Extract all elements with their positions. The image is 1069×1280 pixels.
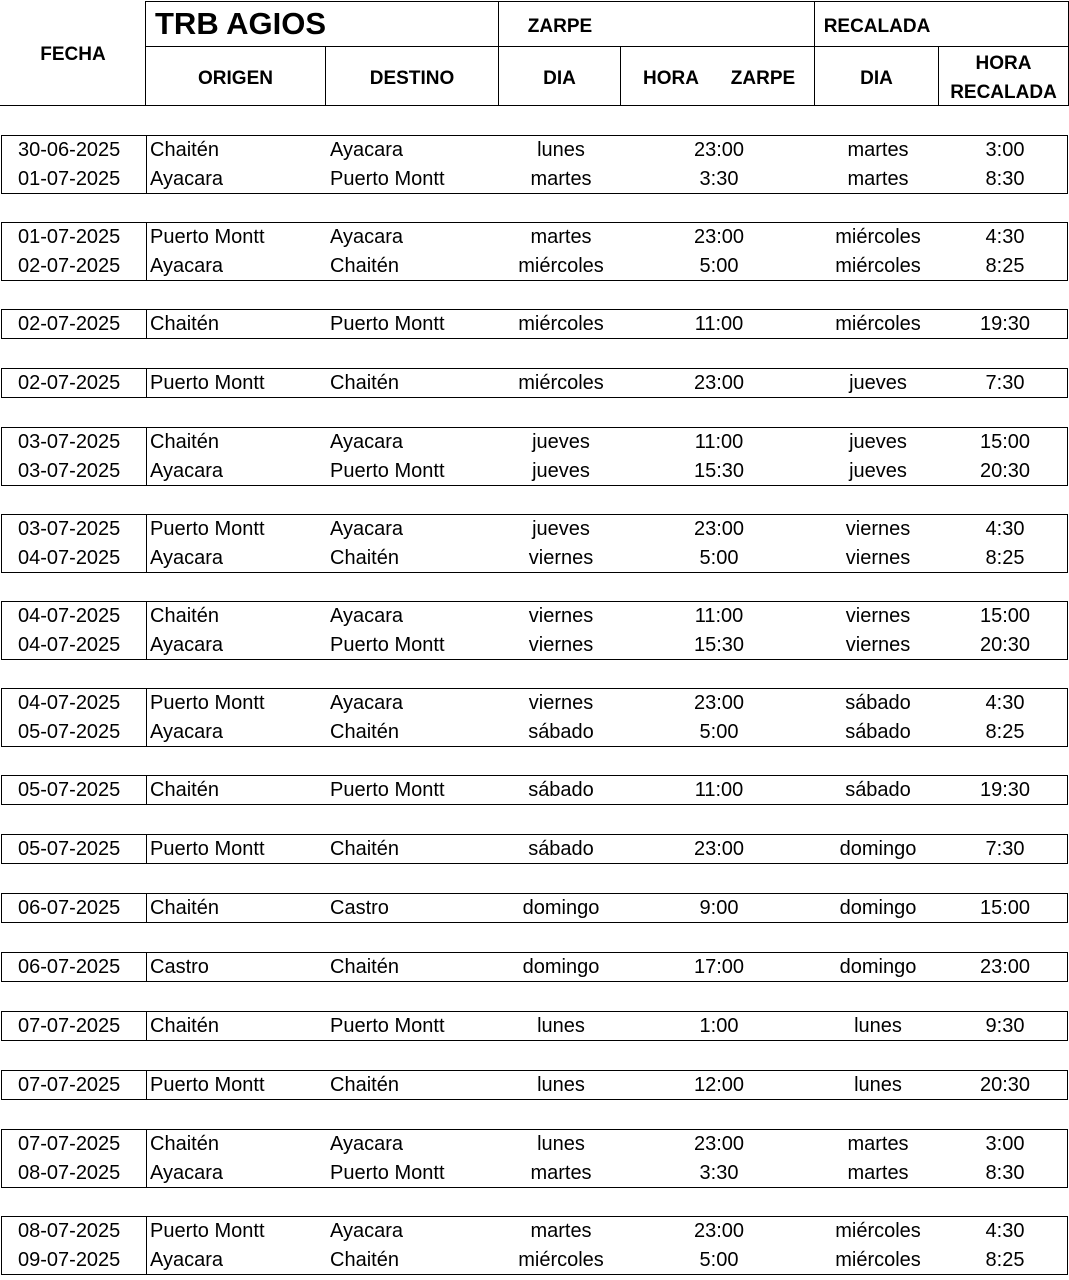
- destination-cell: Chaitén: [330, 372, 399, 394]
- date-cell: 07-07-2025: [18, 1133, 121, 1155]
- departure-time-cell: 23:00: [693, 1133, 745, 1155]
- arrival-time-cell: 19:30: [979, 313, 1031, 335]
- arrival-day-cell: domingo: [839, 838, 917, 860]
- arrival-day-cell: jueves: [849, 372, 907, 394]
- departure-day-cell: domingo: [522, 956, 600, 978]
- arrival-day-cell: domingo: [839, 897, 917, 919]
- arrival-day-cell: sábado: [845, 779, 911, 801]
- destination-cell: Puerto Montt: [330, 313, 445, 335]
- departure-time-cell: 23:00: [693, 372, 745, 394]
- schedule-row: [2, 1159, 1067, 1188]
- destination-cell: Ayacara: [330, 692, 404, 714]
- arrival-day-cell: miércoles: [835, 226, 921, 248]
- departure-time-cell: 15:30: [693, 634, 745, 656]
- departure-day-cell: martes: [530, 1220, 592, 1242]
- date-cell: 03-07-2025: [18, 518, 121, 540]
- arrival-day-cell: miércoles: [835, 255, 921, 277]
- arrival-time-cell: 20:30: [979, 1074, 1031, 1096]
- arrival-time-cell: 15:00: [979, 605, 1031, 627]
- header-divider: [620, 47, 621, 106]
- arrival-day-cell: lunes: [854, 1074, 902, 1096]
- origin-cell: Ayacara: [150, 255, 224, 277]
- date-cell: 04-07-2025: [18, 547, 121, 569]
- origin-cell: Chaitén: [150, 431, 219, 453]
- schedule-row: [2, 457, 1067, 486]
- origin-cell: Chaitén: [150, 1015, 219, 1037]
- departure-day-cell: miércoles: [518, 1249, 604, 1271]
- arrival-time-cell: 15:00: [979, 897, 1031, 919]
- trip-group: [1, 952, 1068, 982]
- arrival-day-cell: jueves: [849, 431, 907, 453]
- departure-time-cell: 11:00: [694, 779, 744, 801]
- schedule-row: [2, 1217, 1067, 1246]
- trip-group: [1, 135, 1068, 194]
- origin-cell: Puerto Montt: [150, 692, 265, 714]
- header-recalada: RECALADA: [823, 15, 931, 37]
- departure-day-cell: miércoles: [518, 255, 604, 277]
- arrival-time-cell: 8:25: [985, 255, 1025, 277]
- arrival-day-cell: miércoles: [835, 1249, 921, 1271]
- arrival-day-cell: sábado: [845, 721, 911, 743]
- departure-time-cell: 12:00: [693, 1074, 745, 1096]
- departure-day-cell: jueves: [532, 431, 590, 453]
- schedule-row: [2, 1012, 1067, 1041]
- arrival-time-cell: 7:30: [985, 372, 1025, 394]
- schedule-row: [2, 136, 1067, 165]
- schedule-row: [2, 894, 1067, 923]
- departure-day-cell: jueves: [532, 518, 590, 540]
- schedule-row: [2, 1246, 1067, 1275]
- arrival-time-cell: 20:30: [979, 634, 1031, 656]
- departure-day-cell: jueves: [532, 460, 590, 482]
- departure-time-cell: 11:00: [694, 605, 744, 627]
- header-dia-zarpe: DIA: [543, 67, 576, 89]
- schedule-row: [2, 252, 1067, 281]
- departure-time-cell: 5:00: [699, 721, 739, 743]
- origin-cell: Castro: [150, 956, 209, 978]
- schedule-row: [2, 776, 1067, 805]
- departure-time-cell: 15:30: [693, 460, 745, 482]
- date-cell: 05-07-2025: [18, 838, 121, 860]
- arrival-time-cell: 4:30: [985, 518, 1025, 540]
- destination-cell: Puerto Montt: [330, 634, 445, 656]
- date-cell: 07-07-2025: [18, 1074, 121, 1096]
- destination-cell: Ayacara: [330, 226, 404, 248]
- schedule-row: [2, 310, 1067, 339]
- arrival-day-cell: miércoles: [835, 1220, 921, 1242]
- origin-cell: Chaitén: [150, 779, 219, 801]
- header-destino: DESTINO: [369, 67, 455, 89]
- schedule-row: [2, 689, 1067, 718]
- arrival-time-cell: 20:30: [979, 460, 1031, 482]
- trip-group: [1, 1070, 1068, 1100]
- destination-cell: Ayacara: [330, 431, 404, 453]
- departure-day-cell: viernes: [528, 605, 594, 627]
- destination-cell: Chaitén: [330, 721, 399, 743]
- destination-cell: Chaitén: [330, 838, 399, 860]
- date-cell: 09-07-2025: [18, 1249, 121, 1271]
- date-cell: 02-07-2025: [18, 255, 121, 277]
- schedule-row: [2, 544, 1067, 573]
- header-zarpe-sub: ZARPE: [730, 67, 796, 89]
- departure-day-cell: lunes: [537, 139, 585, 161]
- date-cell: 01-07-2025: [18, 168, 121, 190]
- origin-cell: Puerto Montt: [150, 1220, 265, 1242]
- departure-time-cell: 11:00: [694, 313, 744, 335]
- date-cell: 06-07-2025: [18, 897, 121, 919]
- departure-day-cell: miércoles: [518, 372, 604, 394]
- arrival-day-cell: martes: [847, 168, 909, 190]
- trip-group: [1, 1011, 1068, 1041]
- origin-cell: Chaitén: [150, 313, 219, 335]
- departure-day-cell: lunes: [537, 1074, 585, 1096]
- header-mid-border: [145, 46, 1069, 47]
- departure-day-cell: viernes: [528, 634, 594, 656]
- departure-day-cell: lunes: [537, 1133, 585, 1155]
- header-hora-recalada-line2: RECALADA: [950, 82, 1057, 103]
- date-cell: 04-07-2025: [18, 605, 121, 627]
- departure-time-cell: 23:00: [693, 226, 745, 248]
- destination-cell: Puerto Montt: [330, 779, 445, 801]
- departure-time-cell: 5:00: [699, 547, 739, 569]
- arrival-time-cell: 9:30: [985, 1015, 1025, 1037]
- schedule-row: [2, 428, 1067, 457]
- trip-group: [1, 601, 1068, 660]
- date-cell: 08-07-2025: [18, 1220, 121, 1242]
- departure-time-cell: 9:00: [699, 897, 739, 919]
- schedule-row: [2, 631, 1067, 660]
- schedule-row: [2, 953, 1067, 982]
- departure-time-cell: 17:00: [693, 956, 745, 978]
- departure-time-cell: 5:00: [699, 1249, 739, 1271]
- arrival-day-cell: martes: [847, 139, 909, 161]
- destination-cell: Chaitén: [330, 1074, 399, 1096]
- origin-cell: Ayacara: [150, 721, 224, 743]
- arrival-day-cell: martes: [847, 1133, 909, 1155]
- schedule-row: [2, 223, 1067, 252]
- departure-day-cell: lunes: [537, 1015, 585, 1037]
- schedule-row: [2, 1130, 1067, 1159]
- arrival-day-cell: viernes: [845, 518, 911, 540]
- origin-cell: Puerto Montt: [150, 372, 265, 394]
- origin-cell: Puerto Montt: [150, 838, 265, 860]
- schedule-row: [2, 602, 1067, 631]
- origin-cell: Ayacara: [150, 1249, 224, 1271]
- origin-cell: Chaitén: [150, 897, 219, 919]
- header-top-border: [145, 1, 1069, 2]
- trip-group: [1, 893, 1068, 923]
- date-cell: 04-07-2025: [18, 692, 121, 714]
- destination-cell: Ayacara: [330, 1133, 404, 1155]
- destination-cell: Chaitén: [330, 547, 399, 569]
- header-bottom-border: [0, 105, 1069, 106]
- date-cell: 07-07-2025: [18, 1015, 121, 1037]
- departure-time-cell: 23:00: [693, 518, 745, 540]
- header-fecha: FECHA: [40, 43, 106, 65]
- trip-group: [1, 1129, 1068, 1188]
- origin-cell: Puerto Montt: [150, 1074, 265, 1096]
- vessel-title: TRB AGIOS: [155, 6, 327, 41]
- date-cell: 30-06-2025: [18, 139, 121, 161]
- departure-day-cell: sábado: [528, 838, 594, 860]
- origin-cell: Ayacara: [150, 634, 224, 656]
- arrival-time-cell: 8:30: [985, 168, 1025, 190]
- origin-cell: Ayacara: [150, 1162, 224, 1184]
- trip-group: [1, 775, 1068, 805]
- departure-time-cell: 3:30: [699, 1162, 739, 1184]
- arrival-day-cell: domingo: [839, 956, 917, 978]
- departure-day-cell: martes: [530, 1162, 592, 1184]
- arrival-time-cell: 4:30: [985, 1220, 1025, 1242]
- arrival-day-cell: viernes: [845, 634, 911, 656]
- header-hora: HORA: [643, 67, 699, 89]
- departure-time-cell: 3:30: [699, 168, 739, 190]
- arrival-day-cell: viernes: [845, 605, 911, 627]
- date-cell: 04-07-2025: [18, 634, 121, 656]
- date-cell: 02-07-2025: [18, 372, 121, 394]
- header-dia-recalada: DIA: [860, 67, 893, 89]
- date-cell: 05-07-2025: [18, 779, 121, 801]
- trip-group: [1, 427, 1068, 486]
- origin-cell: Ayacara: [150, 460, 224, 482]
- date-cell: 02-07-2025: [18, 313, 121, 335]
- departure-time-cell: 23:00: [693, 838, 745, 860]
- arrival-time-cell: 4:30: [985, 692, 1025, 714]
- arrival-day-cell: lunes: [854, 1015, 902, 1037]
- schedule-row: [2, 165, 1067, 194]
- date-cell: 03-07-2025: [18, 431, 121, 453]
- arrival-time-cell: 15:00: [979, 431, 1031, 453]
- trip-group: [1, 514, 1068, 573]
- trip-group: [1, 222, 1068, 281]
- trip-group: [1, 368, 1068, 398]
- departure-day-cell: sábado: [528, 779, 594, 801]
- arrival-day-cell: sábado: [845, 692, 911, 714]
- destination-cell: Puerto Montt: [330, 1162, 445, 1184]
- arrival-time-cell: 8:25: [985, 1249, 1025, 1271]
- destination-cell: Chaitén: [330, 1249, 399, 1271]
- arrival-time-cell: 8:25: [985, 547, 1025, 569]
- schedule-row: [2, 369, 1067, 398]
- arrival-time-cell: 8:25: [985, 721, 1025, 743]
- departure-day-cell: miércoles: [518, 313, 604, 335]
- origin-cell: Puerto Montt: [150, 226, 265, 248]
- destination-cell: Ayacara: [330, 605, 404, 627]
- destination-cell: Puerto Montt: [330, 1015, 445, 1037]
- arrival-time-cell: 4:30: [985, 226, 1025, 248]
- destination-cell: Chaitén: [330, 255, 399, 277]
- date-cell: 03-07-2025: [18, 460, 121, 482]
- origin-cell: Chaitén: [150, 1133, 219, 1155]
- departure-time-cell: 5:00: [699, 255, 739, 277]
- arrival-time-cell: 19:30: [979, 779, 1031, 801]
- header-hora-recalada-line1: HORA: [975, 53, 1032, 74]
- schedule-row: [2, 718, 1067, 747]
- departure-time-cell: 1:00: [699, 1015, 739, 1037]
- departure-day-cell: sábado: [528, 721, 594, 743]
- departure-day-cell: viernes: [528, 692, 594, 714]
- arrival-time-cell: 3:00: [985, 139, 1025, 161]
- destination-cell: Castro: [330, 897, 389, 919]
- header-zarpe: ZARPE: [527, 15, 593, 37]
- departure-time-cell: 23:00: [693, 1220, 745, 1242]
- destination-cell: Ayacara: [330, 139, 404, 161]
- destination-cell: Chaitén: [330, 956, 399, 978]
- date-cell: 05-07-2025: [18, 721, 121, 743]
- arrival-time-cell: 3:00: [985, 1133, 1025, 1155]
- origin-cell: Ayacara: [150, 547, 224, 569]
- origin-cell: Chaitén: [150, 605, 219, 627]
- date-cell: 06-07-2025: [18, 956, 121, 978]
- departure-day-cell: martes: [530, 168, 592, 190]
- arrival-day-cell: viernes: [845, 547, 911, 569]
- trip-group: [1, 834, 1068, 864]
- arrival-time-cell: 23:00: [979, 956, 1031, 978]
- date-cell: 08-07-2025: [18, 1162, 121, 1184]
- trip-group: [1, 1216, 1068, 1275]
- departure-day-cell: domingo: [522, 897, 600, 919]
- trip-group: [1, 309, 1068, 339]
- departure-day-cell: martes: [530, 226, 592, 248]
- origin-cell: Chaitén: [150, 139, 219, 161]
- schedule-row: [2, 1071, 1067, 1100]
- arrival-time-cell: 8:30: [985, 1162, 1025, 1184]
- destination-cell: Puerto Montt: [330, 168, 445, 190]
- date-cell: 01-07-2025: [18, 226, 121, 248]
- departure-day-cell: viernes: [528, 547, 594, 569]
- header-origen: ORIGEN: [198, 67, 273, 89]
- origin-cell: Puerto Montt: [150, 518, 265, 540]
- destination-cell: Ayacara: [330, 518, 404, 540]
- destination-cell: Puerto Montt: [330, 460, 445, 482]
- departure-time-cell: 11:00: [694, 431, 744, 453]
- destination-cell: Ayacara: [330, 1220, 404, 1242]
- origin-cell: Ayacara: [150, 168, 224, 190]
- trip-group: [1, 688, 1068, 747]
- schedule-row: [2, 835, 1067, 864]
- arrival-day-cell: miércoles: [835, 313, 921, 335]
- departure-time-cell: 23:00: [693, 692, 745, 714]
- departure-time-cell: 23:00: [693, 139, 745, 161]
- schedule-row: [2, 515, 1067, 544]
- arrival-time-cell: 7:30: [985, 838, 1025, 860]
- arrival-day-cell: jueves: [849, 460, 907, 482]
- arrival-day-cell: martes: [847, 1162, 909, 1184]
